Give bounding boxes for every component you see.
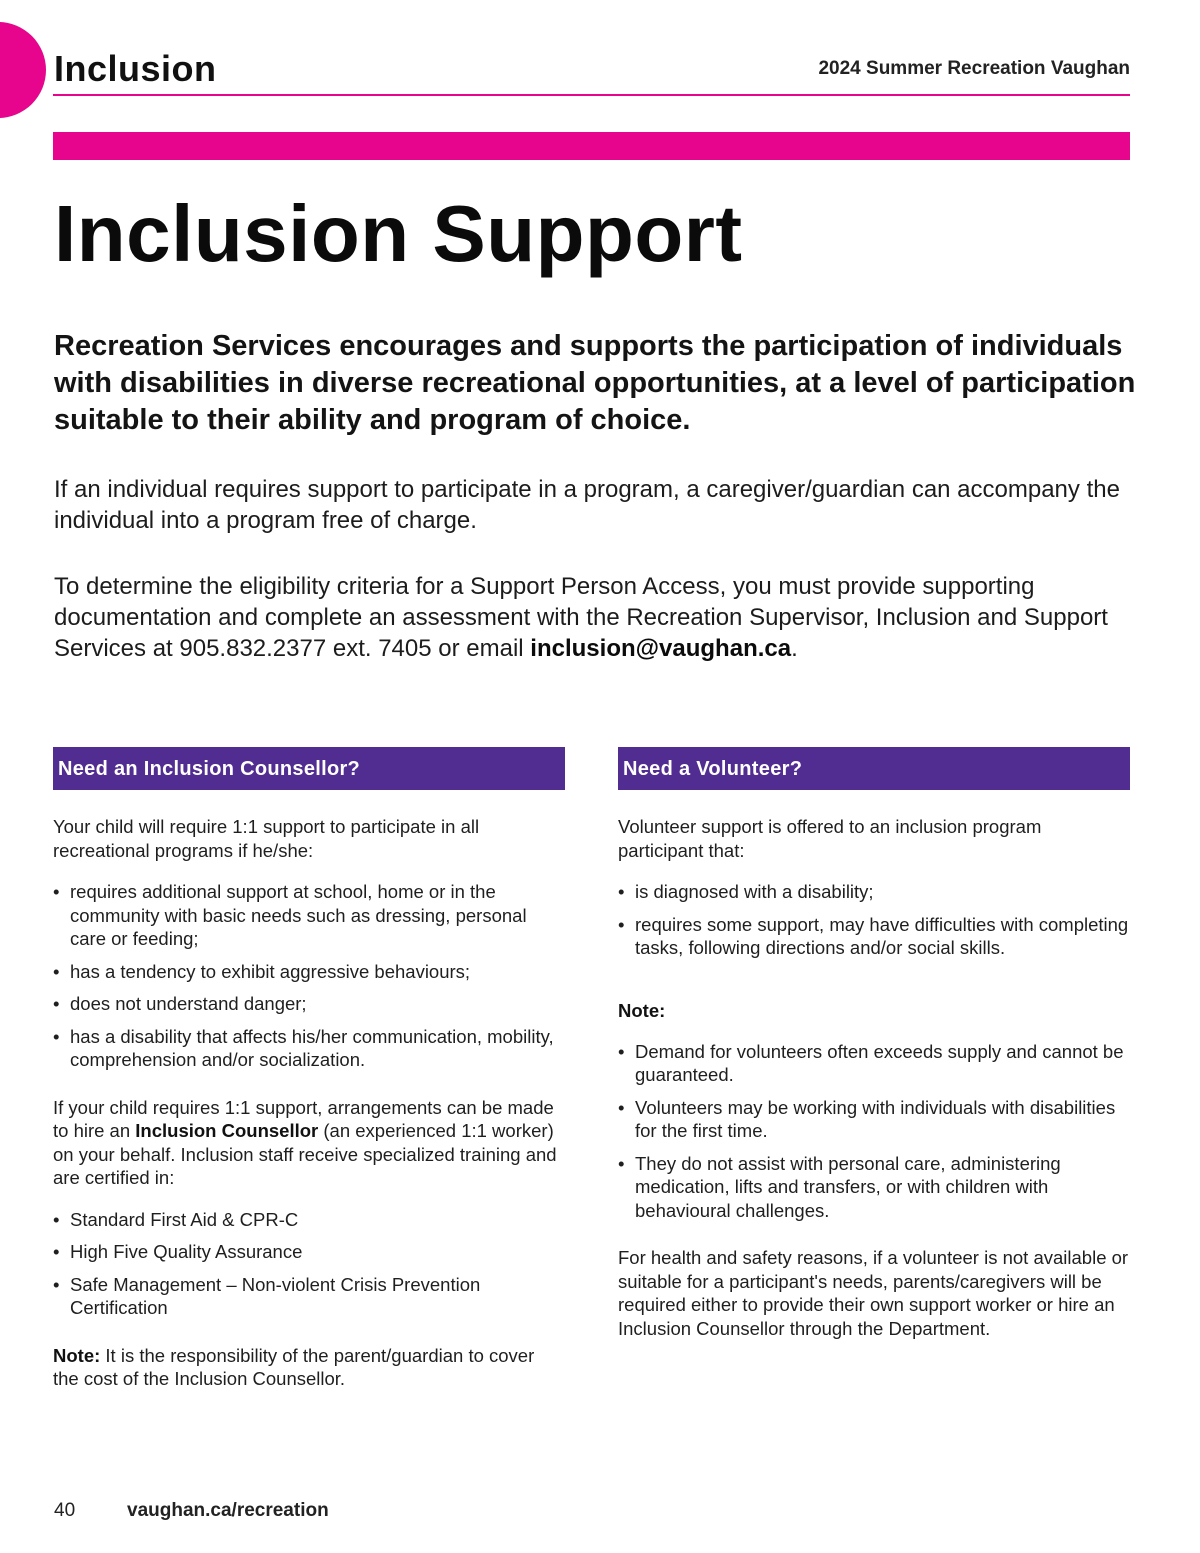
list-item: • Demand for volunteers often exceeds supply and cannot be guaranteed.: [618, 1040, 1124, 1085]
list-item: • Volunteers may be working with individuals with disabilities for the first time.: [618, 1096, 1116, 1141]
list-item: • is diagnosed with a disability;: [618, 881, 874, 902]
eligibility-end: .: [791, 635, 798, 662]
bullet-icon: •: [618, 1096, 625, 1118]
header-divider: [53, 94, 1130, 96]
list-item: • requires some support, may have difficulties with completing tasks, following directions and/or social skills.: [618, 913, 1129, 958]
bullet-icon: •: [53, 1025, 60, 1047]
email-link[interactable]: inclusion@vaughan.ca: [530, 635, 792, 662]
counsellor-intro: Your child will require 1:1 support to participate in all recreational programs if he/she:: [53, 816, 480, 861]
bullet-icon: •: [618, 881, 625, 902]
counsellor-note: Note: It is the responsibility of the parent/guardian to cover the cost of the Inclusion Counsellor.: [53, 1344, 535, 1389]
page-number: 40: [54, 1500, 76, 1521]
volunteer-intro: Volunteer support is offered to an inclusion program participant that:: [618, 816, 1042, 861]
list-item: • does not understand danger;: [53, 993, 307, 1014]
footer-url-link[interactable]: vaughan.ca/recreation: [127, 1500, 329, 1521]
counsellor-hire-paragraph: If your child requires 1:1 support, arrangements can be made to hire an Inclusion Counsellor (an experienced 1:1 worker) on your behalf. Inclusion staff receive specialized training and are certified in:: [53, 1096, 557, 1188]
list-item: • has a tendency to exhibit aggressive behaviours;: [53, 960, 471, 982]
counsellor-term: Inclusion Counsellor: [135, 1120, 319, 1141]
list-item: • Standard First Aid & CPR-C: [53, 1208, 299, 1230]
section-label: Inclusion: [54, 48, 217, 89]
list-item: • Safe Management – Non-violent Crisis Prevention Certification: [53, 1273, 481, 1318]
caregiver-paragraph: If an individual requires support to participate in a program, a caregiver/guardian can accompany the individual into a program free of charge.: [54, 476, 1120, 534]
eligibility-paragraph: [54, 571, 1144, 664]
list-item: • requires additional support at school, home or in the community with basic needs such as dressing, personal care or feeding;: [53, 881, 527, 949]
bullet-icon: •: [53, 960, 60, 982]
volunteer-closing: For health and safety reasons, if a volunteer is not available or suitable for a participant's needs, parents/caregivers will be required either to provide their own support worker or hire an Inclusion Counsellor through the Department.: [618, 1247, 1129, 1339]
bullet-icon: •: [618, 1040, 625, 1062]
bullet-icon: •: [53, 881, 60, 902]
volunteer-column: [618, 747, 1130, 1340]
note-label: Note:: [53, 1344, 101, 1366]
bullet-icon: •: [53, 993, 60, 1014]
volunteer-note-heading: Note:: [618, 999, 666, 1021]
lead-paragraph: Recreation Services encourages and supports the participation of individuals with disabilities in diverse recreational opportunities, at a level of participation suitable to their ability and program of choice.: [54, 330, 1136, 436]
accent-bar: [53, 132, 1130, 160]
volunteer-notes-list: [618, 1040, 1130, 1223]
eligibility-text: To determine the eligibility criteria for a Support Person Access, you must provide supporting documentation and complete an assessment with the Recreation Supervisor, Inclusion and Support Services at 905.832.2377 ext. 7405 or email: [54, 573, 1108, 662]
publication-title: 2024 Summer Recreation Vaughan: [818, 58, 1130, 79]
page-title: Inclusion Support: [54, 189, 743, 278]
volunteer-heading: Need a Volunteer?: [618, 747, 1130, 790]
bullet-icon: •: [618, 1152, 625, 1174]
certification-list: [53, 1208, 565, 1320]
bullet-icon: •: [53, 1208, 60, 1230]
list-item: • They do not assist with personal care, administering medication, lifts and transfers, or with children with behavioural challenges.: [618, 1152, 1061, 1221]
list-item: • High Five Quality Assurance: [53, 1241, 303, 1262]
counsellor-criteria-list: [53, 880, 565, 1072]
counsellor-column: [53, 747, 565, 1391]
bullet-icon: •: [618, 913, 625, 935]
counsellor-heading: Need an Inclusion Counsellor?: [53, 747, 565, 790]
bullet-icon: •: [53, 1241, 60, 1262]
volunteer-criteria-list: [618, 880, 1130, 960]
bullet-icon: •: [53, 1273, 60, 1295]
corner-accent-dot: [0, 22, 46, 118]
list-item: • has a disability that affects his/her communication, mobility, comprehension and/or socialization.: [53, 1025, 554, 1070]
